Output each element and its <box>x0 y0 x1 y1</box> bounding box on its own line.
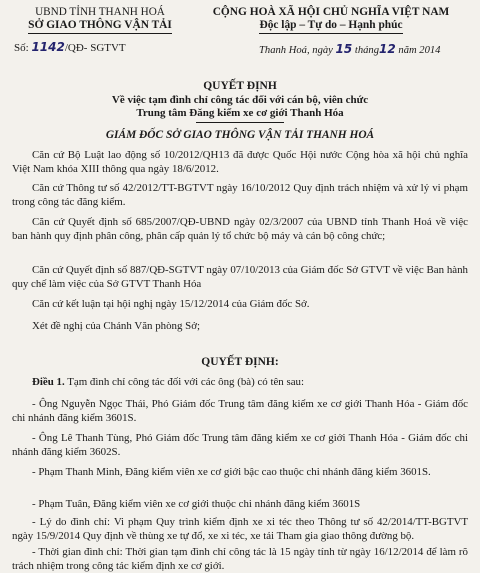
legal-basis-2: Căn cứ Thông tư số 42/2012/TT-BGTVT ngày 16/10/2012 Quy định trách nhiệm và xử lý vi phạm trong công tác đăng kiểm. <box>12 182 468 208</box>
legal-basis-4: Căn cứ Quyết định số 887/QĐ-SGTVT ngày 07/10/2013 của Giám đốc Sở GTVT về việc Ban hành quy chế làm việc của Sở GTVT Thanh Hóa <box>12 264 468 290</box>
handwritten-month: 12 <box>379 42 396 56</box>
title-divider <box>196 122 284 123</box>
list-item: - Ông Nguyễn Ngọc Thái, Phó Giám đốc Trung tâm đăng kiểm xe cơ giới Thanh Hóa - Giám đốc chi nhánh đăng kiểm 3601S. <box>12 398 468 424</box>
list-item: - Thời gian đình chỉ: Thời gian tạm đình chỉ công tác là 15 ngày tính từ ngày 16/12/2014 để làm rõ trách nhiệm trong công tác kiểm định xe cơ giới. <box>12 546 468 572</box>
list-item: - Phạm Tuân, Đăng kiểm viên xe cơ giới thuộc chi nhánh đăng kiểm 3601S <box>32 498 361 510</box>
decision-heading: QUYẾT ĐỊNH: <box>201 356 279 368</box>
issuing-organization <box>16 6 184 34</box>
department-name: SỞ GIAO THÔNG VẬN TẢI <box>28 19 172 34</box>
number-suffix: /QĐ- SGTVT <box>64 42 126 54</box>
list-item: - Phạm Thanh Minh, Đăng kiểm viên xe cơ giới bậc cao thuộc chi nhánh đăng kiểm 3601S. <box>32 466 431 478</box>
number-prefix: Số: <box>14 42 29 54</box>
document-subject-line1: Về việc tạm đình chỉ công tác đối với cán bộ, viên chức <box>111 94 369 106</box>
document-subject-line2: Trung tâm Đăng kiểm xe cơ giới Thanh Hóa <box>136 107 344 119</box>
motto: Độc lập – Tự do – Hạnh phúc <box>259 19 402 34</box>
document-number <box>14 40 126 54</box>
proposal-line: Xét đề nghị của Chánh Văn phòng Sở; <box>32 320 200 332</box>
issue-date: Thanh Hoá, ngày 15 tháng12 năm 2014 <box>259 42 441 56</box>
list-item: - Lý do đình chỉ: Vi phạm Quy trình kiểm định xe xi téc theo Thông tư số 42/2014/TT-BGTVT ngày 15/9/2014 Quy định về thùng xe tự đổ, xe xi téc, xe tải Tham gia giao thông đường bộ. <box>12 516 468 542</box>
national-motto <box>196 6 466 34</box>
article-1-label: Điều 1. <box>32 376 65 388</box>
handwritten-number: 1142 <box>31 40 65 54</box>
issuing-authority: GIÁM ĐỐC SỞ GIAO THÔNG VẬN TẢI THANH HOÁ <box>105 129 375 141</box>
list-item: - Ông Lê Thanh Tùng, Phó Giám đốc Trung tâm đăng kiểm xe cơ giới Thanh Hóa - Giám đốc chi nhánh đăng kiểm 3602S. <box>12 432 468 458</box>
legal-basis-5: Căn cứ kết luận tại hội nghị ngày 15/12/2014 của Giám đốc Sở. <box>32 298 310 310</box>
country-name: CỘNG HOÀ XÃ HỘI CHỦ NGHĨA VIỆT NAM <box>212 6 450 18</box>
article-1 <box>12 376 468 390</box>
document-title: QUYẾT ĐỊNH <box>203 80 277 92</box>
province-committee: UBND TỈNH THANH HOÁ <box>35 6 165 18</box>
legal-basis-3: Căn cứ Quyết định số 685/2007/QĐ-UBND ngày 02/3/2007 của UBND tỉnh Thanh Hoá về việc ban hành quy định phân công, phân cấp quản lý tổ chức bộ máy và cán bộ công chức; <box>12 216 468 242</box>
article-1-text: Tạm đình chỉ công tác đối với các ông (bà) có tên sau: <box>67 376 305 388</box>
legal-basis-1: Căn cứ Bộ Luật lao động số 10/2012/QH13 đã được Quốc Hội nước Cộng hòa xã hội chủ nghĩa Việt Nam khóa XIII thông qua ngày 18/6/2012. <box>12 149 468 175</box>
handwritten-day: 15 <box>335 42 353 56</box>
